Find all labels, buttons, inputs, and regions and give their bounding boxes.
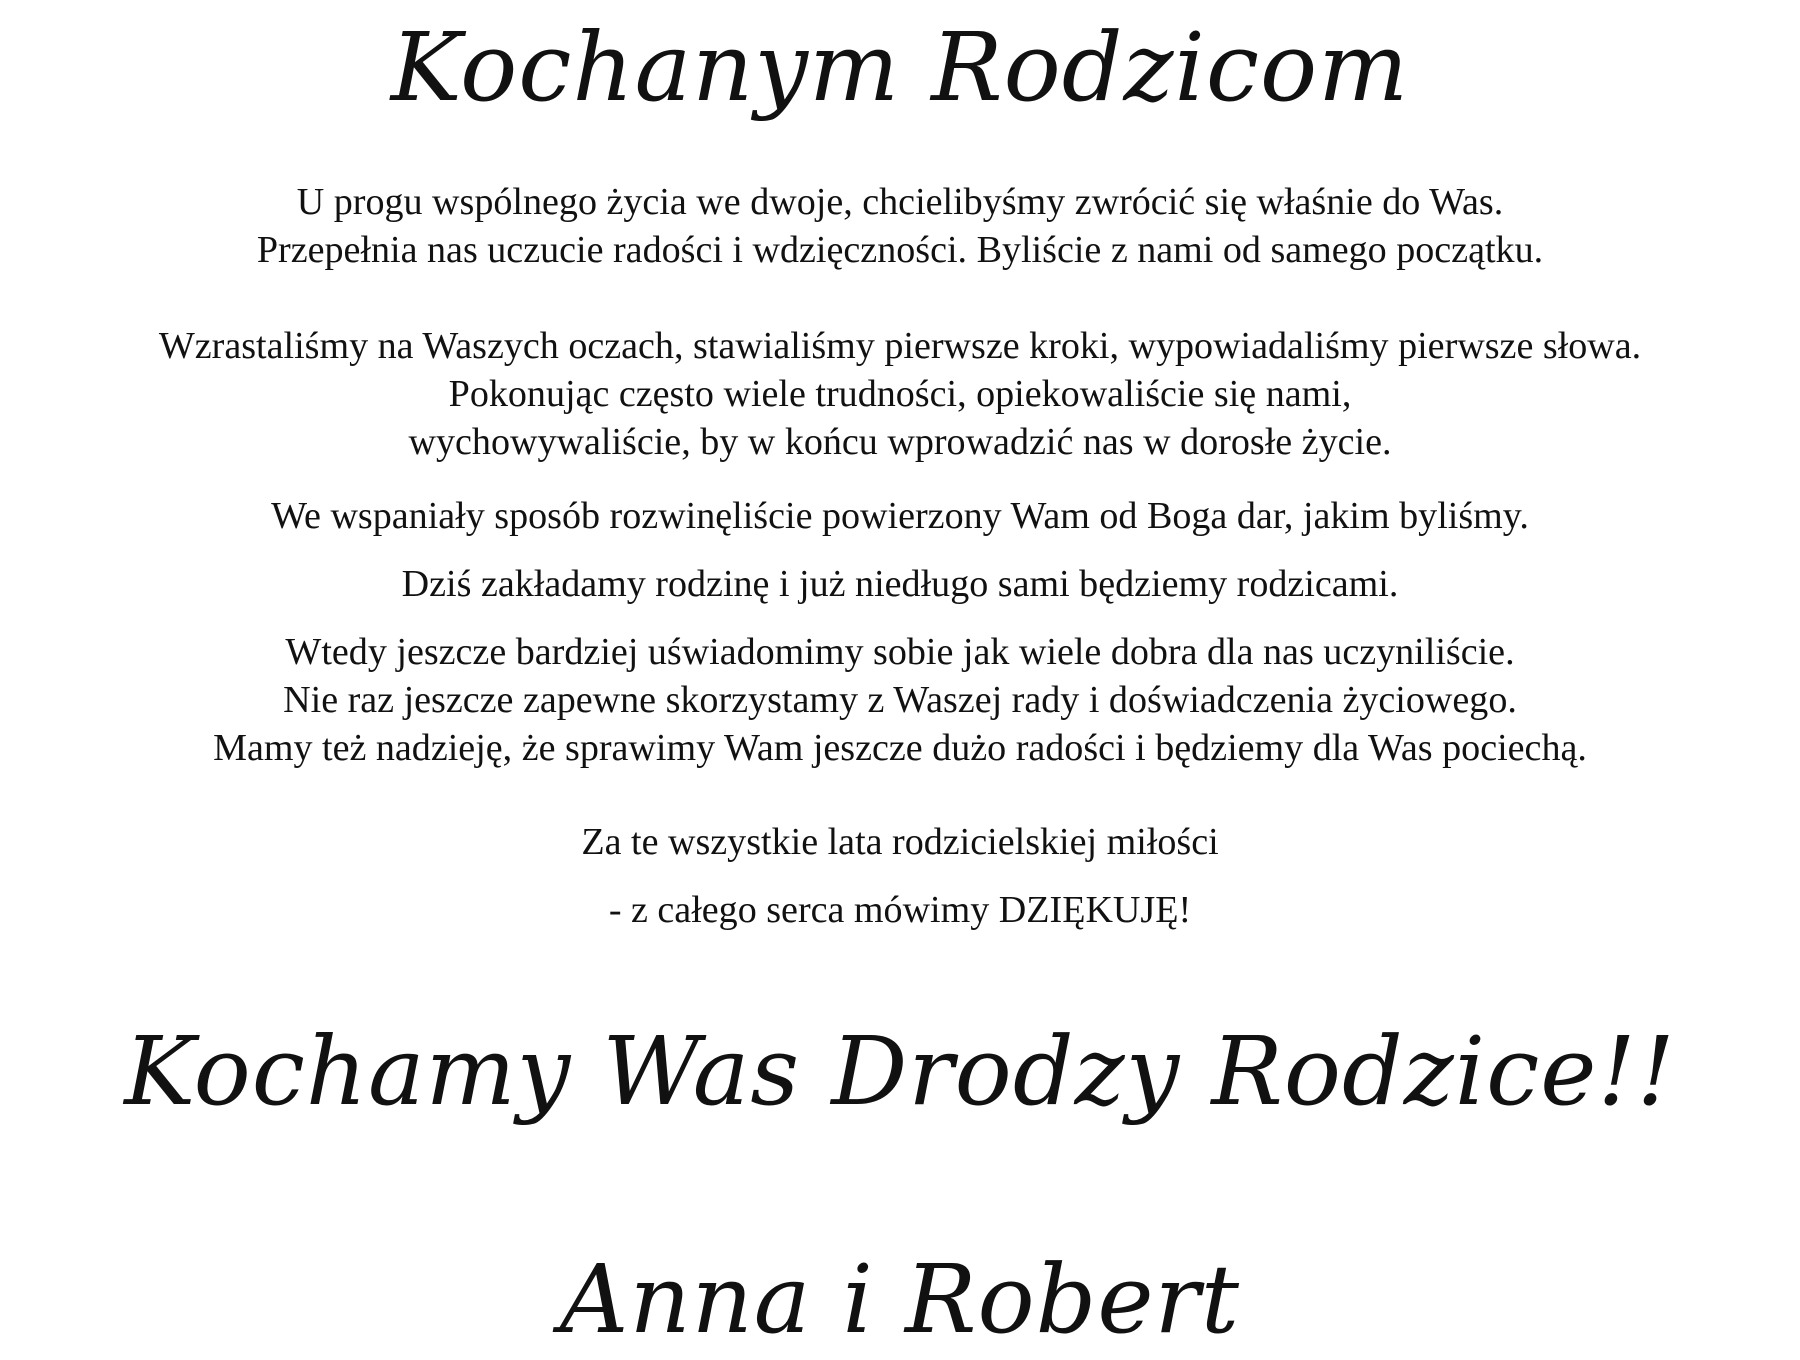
- paragraph-1: [0, 178, 1800, 274]
- text-line: wychowywaliście, by w końcu wprowadzić nas w dorosłe życie.: [408, 421, 1392, 463]
- text-line: Przepełnia nas uczucie radości i wdzięczności. Byliście z nami od samego początku.: [256, 229, 1544, 271]
- text-line: Nie raz jeszcze zapewne skorzystamy z Waszej rady i doświadczenia życiowego.: [283, 679, 1517, 721]
- text-line: Wzrastaliśmy na Waszych oczach, stawialiśmy pierwsze kroki, wypowiadaliśmy pierwsze słowa.: [158, 325, 1642, 367]
- text-line: We wspaniały sposób rozwinęliście powierzony Wam od Boga dar, jakim byliśmy.: [271, 495, 1529, 537]
- signature: Anna i Robert: [559, 1245, 1241, 1355]
- paragraph-3: [0, 492, 1800, 540]
- paragraph-5: [0, 628, 1800, 772]
- closing-line: Kochamy Was Drodzy Rodzice!!: [124, 1017, 1676, 1127]
- text-line: - z całego serca mówimy DZIĘKUJĘ!: [608, 889, 1192, 931]
- text-line: Mamy też nadzieję, że sprawimy Wam jeszcze dużo radości i będziemy dla Was pociechą.: [213, 727, 1587, 769]
- text-line: Wtedy jeszcze bardziej uświadomimy sobie jak wiele dobra dla nas uczyniliście.: [285, 631, 1515, 673]
- paragraph-7: [0, 886, 1800, 934]
- paragraph-4: [0, 560, 1800, 608]
- text-line: Pokonując często wiele trudności, opiekowaliście się nami,: [448, 373, 1352, 415]
- text-line: Dziś zakładamy rodzinę i już niedługo sami będziemy rodzicami.: [401, 563, 1399, 605]
- letter-title: Kochanym Rodzicom: [390, 13, 1410, 123]
- text-line: Za te wszystkie lata rodzicielskiej miłości: [581, 821, 1219, 863]
- paragraph-6: [0, 818, 1800, 866]
- paragraph-2: [0, 322, 1800, 466]
- text-line: U progu wspólnego życia we dwoje, chcielibyśmy zwrócić się właśnie do Was.: [296, 181, 1504, 223]
